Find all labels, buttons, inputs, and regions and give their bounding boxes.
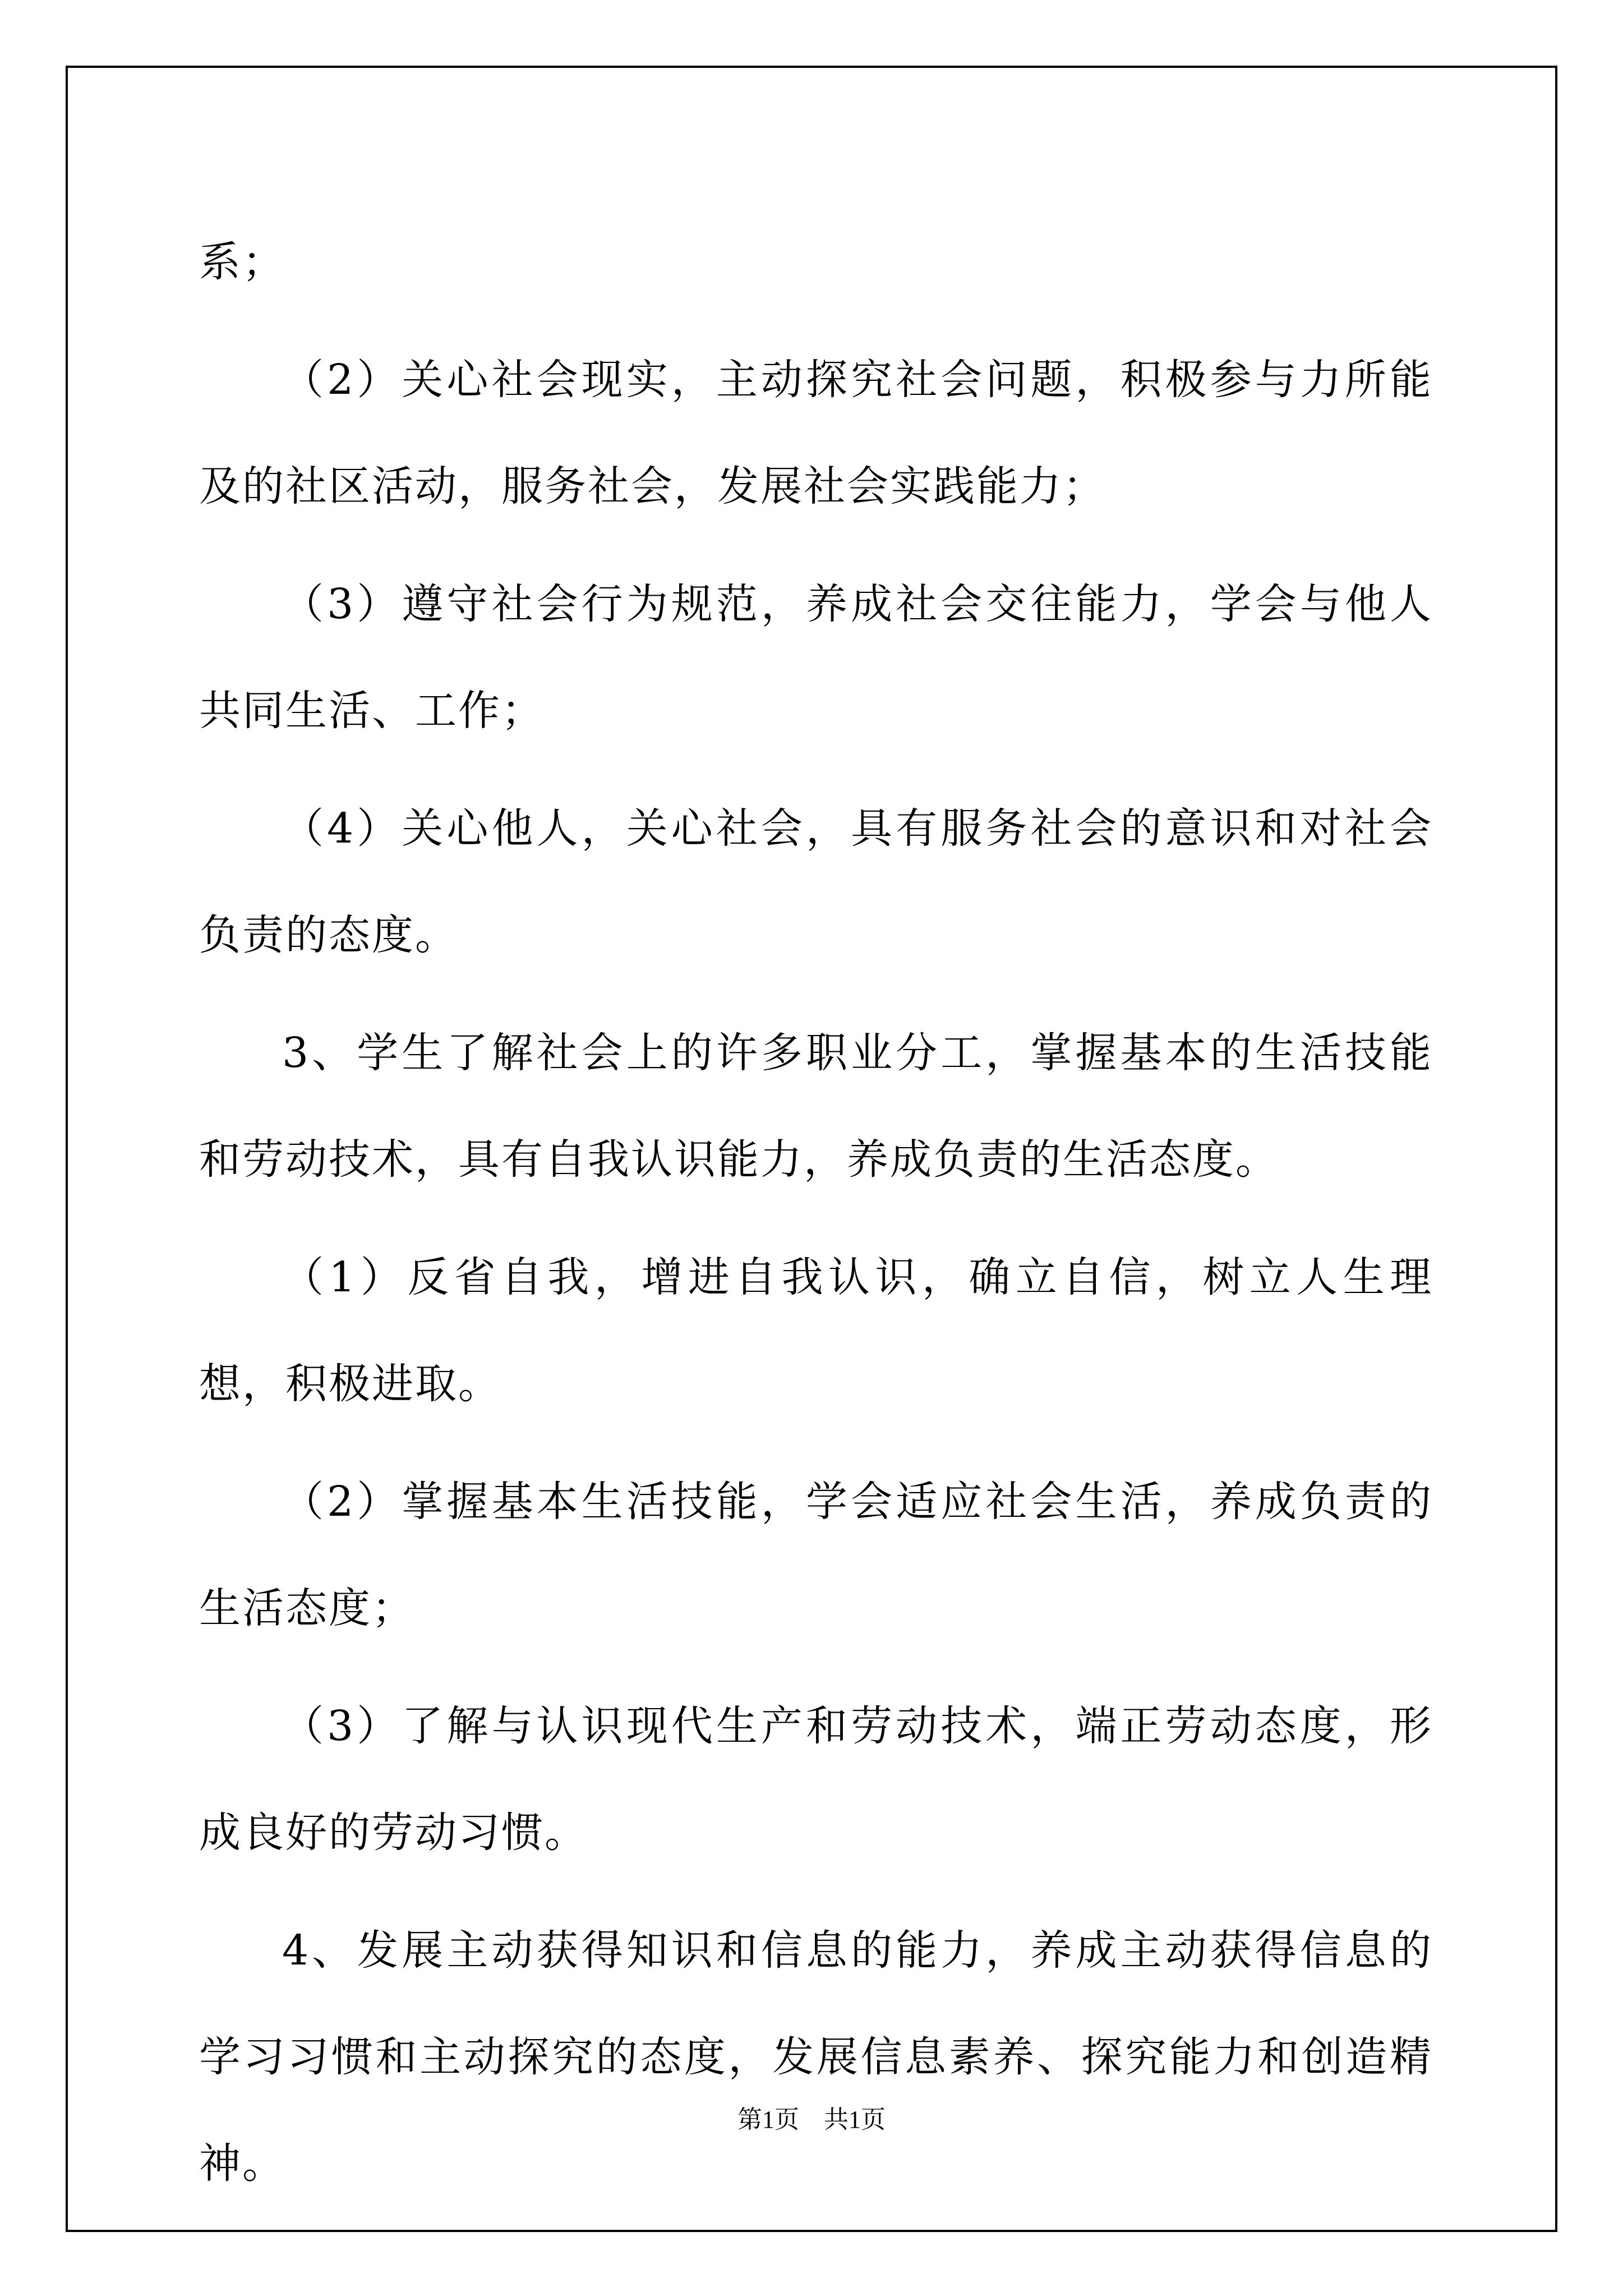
paragraph: （2）掌握基本生活技能，学会适应社会生活，养成负责的生活态度； bbox=[199, 1478, 1433, 1632]
paragraph: （4）关心他人，关心社会，具有服务社会的意识和对社会负责的态度。 bbox=[199, 804, 1433, 959]
document-body bbox=[199, 209, 1433, 2228]
paragraph: 3、学生了解社会上的许多职业分工，掌握基本的生活技能和劳动技术，具有自我认识能力，养成负责的生活态度。 bbox=[199, 1029, 1433, 1184]
paragraph-continuation: 系； bbox=[199, 238, 285, 286]
paragraph: 4、发展主动获得知识和信息的能力，养成主动获得信息的学习习惯和主动探究的态度，发展信息素养、探究能力和创造精神。 bbox=[199, 1926, 1433, 2188]
paragraph: （3）了解与认识现代生产和劳动技术，端正劳动态度，形成良好的劳动习惯。 bbox=[199, 1702, 1433, 1857]
page-number-footer: 第1页 共1页 bbox=[737, 2106, 886, 2133]
paragraph: （3）遵守社会行为规范，养成社会交往能力，学会与他人共同生活、工作； bbox=[199, 580, 1433, 735]
paragraph: （2）关心社会现实，主动探究社会问题，积极参与力所能及的社区活动，服务社会，发展社会实践能力； bbox=[199, 356, 1433, 510]
paragraph: （1）反省自我，增进自我认识，确立自信，树立人生理想，积极进取。 bbox=[199, 1253, 1433, 1408]
